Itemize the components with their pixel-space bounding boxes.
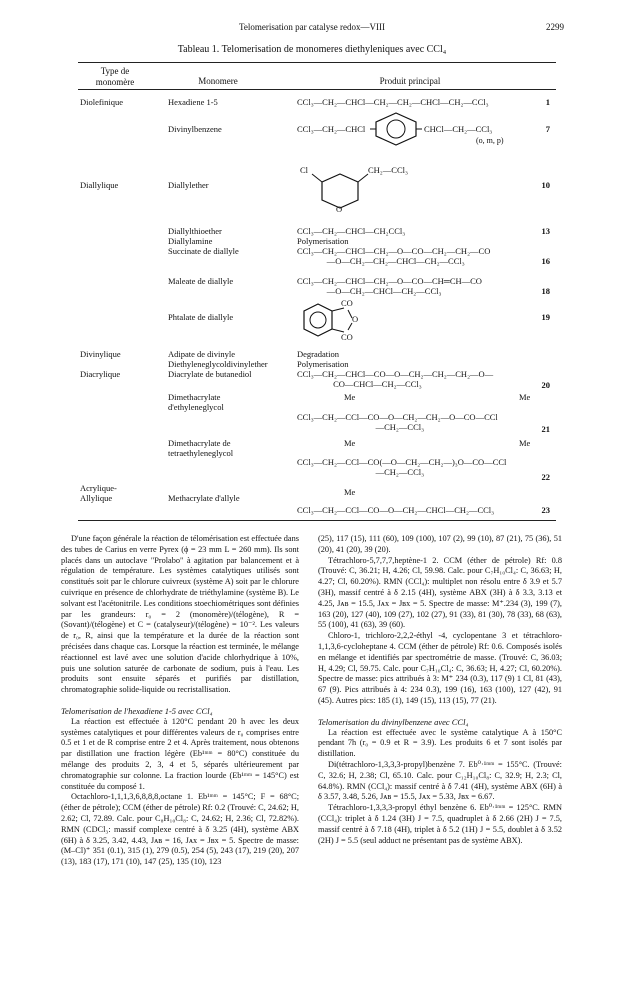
row10-number: 22 bbox=[541, 472, 550, 482]
header-type: Type de monomère bbox=[95, 66, 135, 87]
row5-product: CCl₃—CH₂—CHCl—CH₂—O—CO—CH═CH—CO —O—CH₂—CHCl—CH₂—CCl₃ bbox=[297, 276, 482, 296]
left-paragraph-2: La réaction est effectuée à 120°C pendant 20 h avec les deux systèmes catalytiques et pour différentes valeurs de r₀ comprises entre 0.5 et 1 et de R comprise entre 2 et 4. Après traitement, nous obtenons par distillation une fraction légère (Eb¹ᵐᵐ = 80°C) constituée du mélange des produits 2, 3, 4 et 5, séparés ultérieurement par chromatographie sur colonne. La fraction lourde (Eb¹ᵐᵐ = 145°C) est constituée du composé 1. bbox=[61, 716, 299, 791]
row6-number: 19 bbox=[541, 312, 550, 322]
row3-type: Diallylique bbox=[80, 180, 119, 190]
right-paragraph-6: Tétrachloro-1,3,3,3-propyl éthyl benzène 6. Eb⁰·¹ᵐᵐ = 125°C. RMN (CCl₄): triplet à δ 1.24 (3H) J = 7.5, quadruplet à δ 2.66 (2H) J = 7.5, massif centré à δ 7.18 (4H), triplet à δ 5.2 (1H) J = 5.5, doublet à δ 3.52 (2H) J = 5.5 (seul adduct ne présentant pas de système ABX). bbox=[318, 803, 562, 845]
row3-oxygen: O bbox=[336, 204, 343, 214]
page-number: 2299 bbox=[546, 22, 564, 32]
row1-product: CCl₃—CH₂—CHCl—CH₂—CH₂—CHCl—CH₂—CCl₃ bbox=[297, 97, 489, 107]
right-column bbox=[318, 534, 562, 846]
header-monomer: Monomere bbox=[198, 76, 238, 86]
left-section-heading: Telomerisation de l'hexadiene 1-5 avec CCl₄ bbox=[61, 705, 213, 716]
row7-type: Divinylique bbox=[80, 349, 121, 359]
row2-number: 7 bbox=[545, 124, 550, 134]
row3-number: 10 bbox=[541, 180, 550, 190]
row9-number: 21 bbox=[541, 424, 550, 434]
row11-product: CCl₃—CH₂—CCl—CO—O—CH₂—CHCl—CH₂—CCl₃ bbox=[297, 505, 495, 515]
row4-monomers: Diallylthioether Diallylamine Succinate de diallyle bbox=[168, 226, 239, 256]
row6-carbonyl-top: CO bbox=[341, 298, 353, 308]
phthalic-anhydride-icon bbox=[300, 296, 370, 346]
row6-ring-oxygen: O bbox=[352, 314, 359, 324]
table-top-rule bbox=[78, 62, 556, 63]
row11-monomer: Methacrylate d'allyle bbox=[168, 493, 240, 503]
row10-methyl-right: Me bbox=[519, 438, 531, 448]
row9-methyl-left: Me bbox=[344, 392, 356, 402]
left-column bbox=[61, 534, 299, 868]
row4-number-b: 16 bbox=[541, 256, 550, 266]
row11-number: 23 bbox=[541, 505, 550, 515]
right-paragraph-4: La réaction est effectuée avec le système catalytique A à 150°C pendant 7h (r₀ = 0.9 et R = 3.9). Les produits 6 et 7 sont isolés par distillation. bbox=[318, 727, 562, 759]
left-paragraph-3: Octachloro-1,1,1,3,6,8,8,8,octane 1. Eb¹ᵐᵐ = 145°C; F = 68°C; (éther de pétrole); CCM (éther de pétrole) Rf: 0.2 (Trouvé: C, 24.62; H, 2.62; Cl, 72.89. Calc. pour C₈H₁₀Cl₈: C, 24.62; H, 2.36; Cl, 72.82%). RMN (CDCl₃: massif complexe centré à δ 3.25 (4H), système ABX (6H) à δ 3.25, 3.42, 4.43, Jᴀʙ = 16, Jᴀx = Jʙx = 5. Spectre de masse: (M–Cl)⁺ 351 (0.1), 315 (1), 279 (0.5), 254 (5), 243 (17), 219 (20), 207 (13), 183 (17), 171 (10), 147 (25), 135 (10), 123 bbox=[61, 792, 299, 867]
row11-methyl: Me bbox=[344, 487, 356, 497]
right-paragraph-3: Chloro-1, trichloro-2,2,2-éthyl -4, cyclopentane 3 et tétrachloro-1,1,3,6-cycloheptane 4. CCM (éther de pétrole) Rf: 0.6. Composés isolés en mélange et identifiés par spectrométrie de masse. (Trouvé: C, 36.03; H, 4.29; Cl, 59.75. Calc. pour C₇H₁₀Cl₄: C, 36.63; H, 4.27; Cl, 60.20%). Spectre de masse: pics attribués à 3: M⁺ 234 (0.3), 117 (9) 1 Cl, 81 (43), 67 (9). Pics attribués à 4: 234 0.3), 199 (16), 163 (100), 127 (42), 91 (45). Autres pics: 185 (1), 149 (15), 113 (15), 77 (21). bbox=[318, 631, 562, 705]
right-section-heading: Telomerisation du divinylbenzene avec CCl₄ bbox=[318, 716, 469, 727]
row1-number: 1 bbox=[545, 97, 550, 107]
row4-products: CCl₃—CH₂—CHCl—CH₂CCl₃ Polymerisation CCl₃—CH₂—CHCl—CH₂—O—CO—CH₂—CH₂—CO —O—CH₂—CH₂—CHCl—CH₂—CCl₃ bbox=[297, 226, 491, 266]
row9-product: CCl₃—CH₂—CCl—CO—O—CH₂—CH₂—O—CO—CCl —CH₂—CCl₃ bbox=[297, 412, 498, 432]
row3-monomer: Diallylether bbox=[168, 180, 209, 190]
row2-product-left: CCl₃—CH₂—CHCl bbox=[297, 124, 366, 134]
row4-number-a: 13 bbox=[541, 226, 550, 236]
table-bottom-rule bbox=[78, 520, 556, 521]
right-paragraph-2: Tétrachloro-5,7,7,7,heptène-1 2. CCM (éther de pétrole) Rf: 0.8 (Trouvé: C, 36.21; H, 4.26; Cl, 59.98. Calc. pour C₇H₁₀Cl₄: C, 36.63; H, 4.27; Cl, 60.20%). RMN (CCl₄): multiplet non résolu entre δ 3.9 et 5.7 (3H), massif centré à δ 2.15 (4H), système ABX (3H) à δ 3.3, 3.13 et 4.25, Jᴀʙ = 15.5, Jᴀx = Jʙx = 5. Spectre de masse: M⁺.234 (3), 199 (7), 163 (20), 127 (40), 109 (27), 102 (27), 91 (33), 81 (30), 78 (33), 68 (63), 55 (100), 41 (63), 39 (60). bbox=[318, 555, 562, 630]
row3-product: CH₂—CCl₃ bbox=[368, 165, 408, 175]
row1-monomer: Hexadiene 1-5 bbox=[168, 97, 218, 107]
row7-monomers: Adipate de divinyle Diethyleneglycoldivinylether bbox=[168, 349, 268, 369]
left-paragraph-1: D'une façon générale la réaction de télomérisation est effectuée dans des tubes de Carius en verre Pyrex (ϕ = 23 mm L = 260 mm). Ils sont placés dans un autoclave "Prolabo" à agitation par balancement et à régulation de température. Les systèmes catalytiques utilisés sont constitués soit par le chlorure cuivreux (système A) soit par le chlorure cuivrique en présence de chlorhydrate de triéthylamine (système B). Le solvant est l'acétonitrile. Les conditions stoechiométriques sont définies par les grandeurs: r₀ = 2 (monomère)/(télogène), R = (Sovant)/(télogène) et C = (catalyseur)/(télogène) = 10⁻². Les valeurs de r₀, R, ainsi que la température et la durée de la réaction sont précisées dans chaque cas. Lorsque la réaction est terminée, le mélange réactionnel est lavé avec une solution d'acide chlorhydrique à 10%, puis une solution saturée de carbonate de sodium, puis à l'eau. Les produits sont ensuite séparés et purifiés par distillation, chromatographie solide-liquide ou recristallisation. bbox=[61, 534, 299, 695]
row5-monomer: Maleate de diallyle bbox=[168, 276, 234, 286]
running-title: Telomerisation par catalyse redox—VIII bbox=[238, 22, 386, 32]
row2-isomers: (o, m, p) bbox=[476, 136, 504, 145]
row2-monomer: Divinylbenzene bbox=[168, 124, 222, 134]
row5-number: 18 bbox=[541, 286, 550, 296]
row3-chloro: Cl bbox=[300, 165, 309, 175]
row9-monomer: Dimethacrylate d'ethyleneglycol bbox=[168, 392, 224, 412]
row10-product: CCl₃—CH₂—CCl—CO(—O—CH₂—CH₂—)₃O—CO—CCl —CH₂—CCl₃ bbox=[297, 457, 507, 477]
row8-monomer: Diacrylate de butanediol bbox=[168, 369, 252, 379]
row6-carbonyl-bottom: CO bbox=[341, 332, 353, 342]
row8-type: Diacrylique bbox=[80, 369, 121, 379]
row1-type: Diolefinique bbox=[80, 97, 123, 107]
row8-number: 20 bbox=[541, 380, 550, 390]
row7-products: Degradation Polymerisation bbox=[297, 349, 349, 369]
row10-monomer: Dimethacrylate de tetraethyleneglycol bbox=[168, 438, 234, 458]
benzene-ring-icon bbox=[370, 111, 422, 147]
header-product: Produit principal bbox=[379, 76, 441, 86]
row10-methyl-left: Me bbox=[344, 438, 356, 448]
row9-methyl-right: Me bbox=[519, 392, 531, 402]
right-paragraph-1: (25), 117 (15), 111 (60), 109 (100), 107 (2), 99 (10), 87 (21), 75 (36), 51 (20), 41 (20), 39 (20). bbox=[318, 534, 562, 554]
row2-product-right: CHCl—CH₂—CCl₃ bbox=[424, 124, 493, 134]
row8-product: CCl₃—CH₂—CHCl—CO—O—CH₂—CH₂—CH₂—O— CO—CHCl—CH₂—CCl₃ bbox=[297, 369, 494, 389]
table-caption: Tableau 1. Telomerisation de monomeres diethyleniques avec CCl₄ bbox=[177, 44, 447, 55]
table-header-rule bbox=[78, 89, 556, 90]
right-paragraph-5: Di(tétrachloro-1,3,3,3-propyl)benzène 7. Eb⁰·¹ᵐᵐ = 155°C. (Trouvé: C, 32.6; H, 2.38; Cl, 65.10. Calc. pour C₁₂H₁₀Cl₈: C, 32.9; H, 2.3; Cl, 64.8%). RMN (CCl₄): massif centré à δ 7.41 (4H), système ABX (6H) à δ 3.57, 3.48, 5.26, Jᴀʙ = 15.5, Jᴀx = 5.33, Jʙx = 6.67. bbox=[318, 759, 562, 802]
row6-monomer: Phtalate de diallyle bbox=[168, 312, 234, 322]
row11-type: Acrylique- Allylique bbox=[80, 483, 117, 503]
